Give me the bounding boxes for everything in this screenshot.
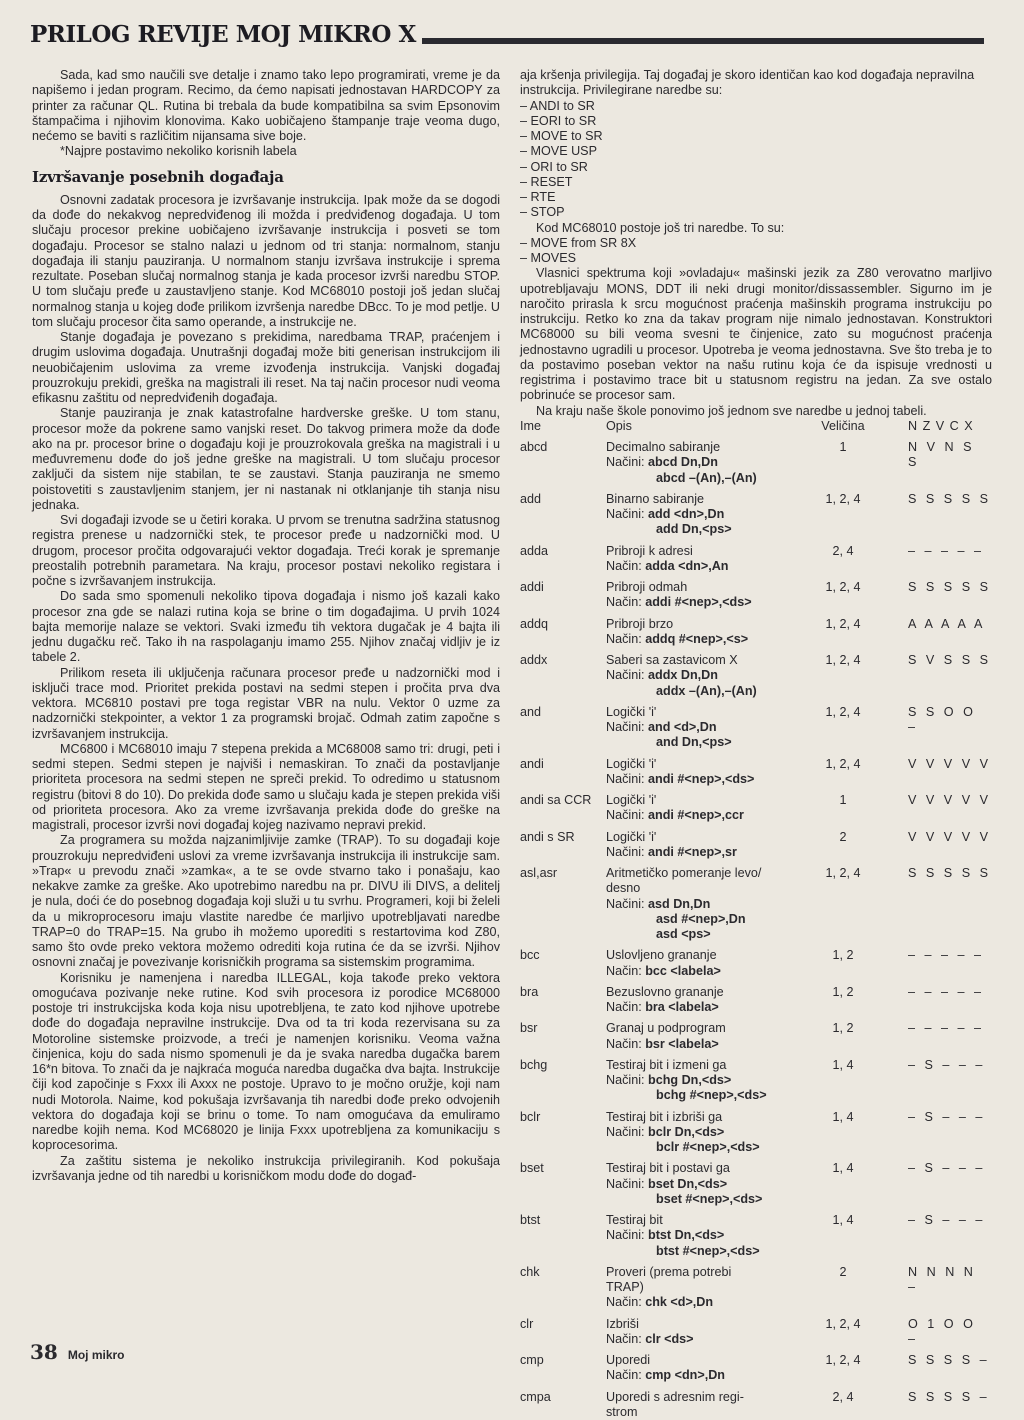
mode-syntax: bclr #<nep>,<ds> [656,1140,760,1154]
instruction-description [606,866,810,942]
mode-syntax: add <dn>,Dn [648,507,724,521]
addressing-mode [606,1088,810,1103]
mode-syntax: addq #<nep>,<s> [645,632,748,646]
instruction-name: andi sa CCR [520,793,606,824]
description-line: strom [606,1405,810,1420]
condition-flags: V V V V V [876,757,992,788]
instruction-name: add [520,492,606,538]
paragraph: Za programera su možda najzanimljivije zamke (TRAP). To su događaji koje prouzrokuju nepredviđeni uslovi za vreme izvršavanja instrukcija ili instrukcije sam. »Trap« u prevodu znači »zamka«, a te se ovde stvarno tako i ponašaju, kao nekakve zamke za greške. Ako upotrebimo naredbu na pr. DIVU ili DIVS, a delitelj je nula, doći će do posebnog događaja koji služi u tu svrhu. Programeri, koji bi želeli da u mikroprocesoru imaju vlastite naredbe će marljivo upotrebljavati naredbe TRAP=0 do TRAP=15. Na grubo ih možemo uporediti s restartovima kod Z80, samo što ovde preko vektora možemo odrediti koja rutina će da se izvrši. Njihov osnovni značaj je povezivanje korisničkih programa sa sistemskim programima. [32,833,500,970]
description-line: Izbriši [606,1317,810,1332]
mode-syntax: bset Dn,<ds> [648,1177,727,1191]
description-line: Saberi sa zastavicom X [606,653,810,668]
addressing-mode [606,684,810,699]
description-line: Uporedi [606,1353,810,1368]
left-column [32,68,500,1184]
instruction-name: cmp [520,1353,606,1384]
list-item: – EORI to SR [520,114,992,129]
addressing-mode [606,1228,810,1243]
instruction-name: abcd [520,440,606,486]
addressing-mode [606,927,810,942]
description-line: Uslovljeno grananje [606,948,810,963]
addressing-mode [606,522,810,537]
modes-label: Načini: [606,455,645,469]
modes-label: Načini: [606,808,645,822]
addressing-mode [606,735,810,750]
list-item: – MOVES [520,251,992,266]
paragraph: Kod MC68010 postoje još tri naredbe. To su: [520,221,992,236]
instruction-size: 1, 2, 4 [810,1317,876,1348]
modes-label: Načini: [606,845,645,859]
mode-syntax: abcd Dn,Dn [648,455,718,469]
modes-label: Načini: [606,720,645,734]
condition-flags: – – – – – [876,948,992,979]
condition-flags: – S – – – [876,1213,992,1259]
instruction-size: 2 [810,1265,876,1311]
modes-label: Načini: [606,1177,645,1191]
description-line: Granaj u podprogram [606,1021,810,1036]
description-line: TRAP) [606,1280,810,1295]
instruction-size: 1, 2, 4 [810,580,876,611]
description-line: Logički 'i' [606,705,810,720]
instruction-size: 2, 4 [810,1390,876,1420]
addressing-mode [606,595,810,610]
list-item: – MOVE from SR 8X [520,236,992,251]
magazine-name: Moj mikro [68,1348,125,1362]
mode-syntax: cmp <dn>,Dn [645,1368,725,1382]
mode-syntax: adda <dn>,An [645,559,728,573]
description-line: Testiraj bit i izmeni ga [606,1058,810,1073]
paragraph: Korisniku je namenjena i naredba ILLEGAL, koja takođe preko vektora omogućava pozivanje neke rutine. Kod svih procesora iz porodice MC68000 postoje tri instrukcijska koda koja nisu upotrebljena, te zato kod njihove upotrebe dođe do događaja nepravilne instrukcije. Dva od ta tri koda rezervisana su za Motoroline sistemske proizvode, a treći je namenjen korisniku. Veoma važna činjenica, koju do sada nismo spomenuli je da je svaka naredba dugačka barem 16*n bitova. To znači da je najkraća moguća naredba dugačka dva bajta. Instrukcije čiji kod započinje s Fxxx ili Axxx ne postoje. Upravo to je močno oružje, koji nam nudi Motorola. Naime, kod pokušaja izvršavanja tih naredbi dođe preko odvojenih vektora do događaja koji se brinu o tome. To nam omogućava da emuliramo naredbe kojih nema. Kod MC68020 je linija Fxxx upotrebljena za komunikaciju s koprocesorima. [32,971,500,1154]
mode-syntax: bchg #<nep>,<ds> [656,1088,767,1102]
instruction-size: 1, 4 [810,1213,876,1259]
mode-syntax: andi #<nep>,sr [648,845,737,859]
condition-flags: O 1 O O – [876,1317,992,1348]
instruction-name: chk [520,1265,606,1311]
instruction-size: 1 [810,793,876,824]
modes-label: Načini: [606,1125,645,1139]
right-column [520,68,992,1420]
page-number: 38 [30,1340,58,1364]
description-line: Testiraj bit i postavi ga [606,1161,810,1176]
modes-label: Način: [606,1332,642,1346]
instruction-name: btst [520,1213,606,1259]
instruction-description [606,1161,810,1207]
header-rule [422,38,984,44]
description-line: desno [606,881,810,896]
paragraph: Stanje pauziranja je znak katastrofalne hardverske greške. U tom stanu, procesor može da pokrene samo vanjski reset. Do takvog primera može da dođe ako na pr. procesor brine o događaju koji je prouzrokovala greška na magistrali i u međuvremenu dođe do još jedne greške na magistrali. U tom slučaju procesor zaključi da sistem nije stabilan, te se zaustavi. Stanja pauziranja ne smemo poistovetiti s zaustavljenim stanjem, jer ni nastanak ni otklanjanje tih stanja nisu jednaka. [32,406,500,513]
instruction-size: 1, 4 [810,1161,876,1207]
instruction-size: 1, 4 [810,1110,876,1156]
addressing-mode [606,1037,810,1052]
instruction-name: bsr [520,1021,606,1052]
mode-syntax: chk <d>,Dn [645,1295,713,1309]
description-line: Proveri (prema potrebi [606,1265,810,1280]
condition-flags: – – – – – [876,544,992,575]
condition-flags: V V V V V [876,830,992,861]
privileged-instructions-list [520,99,992,221]
instruction-description [606,830,810,861]
addressing-mode [606,912,810,927]
condition-flags: N N N N – [876,1265,992,1311]
instruction-size: 1, 2, 4 [810,1353,876,1384]
paragraph: Za zaštitu sistema je nekoliko instrukcija privilegiranih. Kod pokušaja izvršavanja jedne od tih naredbi u korisničkom modu dođe do događ- [32,1154,500,1185]
instruction-description [606,617,810,648]
instruction-size: 2 [810,830,876,861]
description-line: Testiraj bit i izbriši ga [606,1110,810,1125]
mode-syntax: addx –(An),–(An) [656,684,757,698]
instruction-name: bclr [520,1110,606,1156]
condition-flags: S S S S – [876,1353,992,1384]
instruction-description [606,948,810,979]
mode-syntax: clr <ds> [645,1332,693,1346]
addressing-mode [606,1295,810,1310]
section-heading: Izvršavanje posebnih događaja [32,170,500,185]
instruction-name: andi [520,757,606,788]
instruction-table [520,419,992,1420]
instruction-size: 1, 2 [810,948,876,979]
instruction-description [606,1058,810,1104]
condition-flags: – S – – – [876,1161,992,1207]
mode-syntax: asd Dn,Dn [648,897,710,911]
paragraph: Do sada smo spomenuli nekoliko tipova događaja i nismo još kazali kako procesor zna gde se nalazi rutina koja se brine o tim događajima. U prvih 1024 bajta memorije nalaze se vektori. Svaki između tih vektora dugačak je 4 bajta ili jednu dugačku reč. Tako ih na raspolaganju imamo 255. Njihov značaj vidljiv je iz tabele 2. [32,589,500,665]
mode-syntax: addx Dn,Dn [648,668,718,682]
instruction-name: adda [520,544,606,575]
modes-label: Način: [606,1037,642,1051]
description-line: Pribroji k adresi [606,544,810,559]
description-line: Uporedi s adresnim regi- [606,1390,810,1405]
instruction-description [606,492,810,538]
table-header-flags: N Z V C X [876,419,992,434]
addressing-mode [606,507,810,522]
addressing-mode [606,1244,810,1259]
code-note: *Najpre postavimo nekoliko korisnih labela [32,144,500,159]
instruction-name: asl,asr [520,866,606,942]
addressing-mode [606,772,810,787]
mode-syntax: addi #<nep>,<ds> [645,595,751,609]
condition-flags: – – – – – [876,985,992,1016]
mc68010-instructions-list [520,236,992,267]
instruction-name: addx [520,653,606,699]
modes-label: Način: [606,632,642,646]
condition-flags: S S O O – [876,705,992,751]
paragraph: Osnovni zadatak procesora je izvršavanje instrukcija. Ipak može da se dogodi da dođe do nekakvog nepredviđenog ili možda i predviđenog događaja. U tom slučaju procesor prekine uobičajeno izvršavanje instrukcija i posveti se tom događaju. Procesor se stalno nalazi u jednom od tri stanja: normalnom, stanju događaja ili stanju pauziranja. U normalnom stanju izvršava instrukcije i sprema rezultate. Poseban slučaj normalnog stanja je kada procesor izvrši naredbu STOP. U tom slučaju pređe u zaustavljeno stanje. Kod MC68010 postoji još jedan slučaj normalnog stanja u kojeg dođe prilikom izvršenja naredbe DBcc. To je mod petlje. U tom slučaju procesor čita samo operande, a instrukcije ne. [32,193,500,330]
description-line: Testiraj bit [606,1213,810,1228]
addressing-mode [606,808,810,823]
paragraph: Stanje događaja je povezano s prekidima, naredbama TRAP, praćenjem i drugim uslovima događaja. Unutrašnji događaj može biti generisan instrukcijom ili neuobičajenim uslovima za vreme izvođenja instrukcija. Vanjski događaj prouzrokuju prekidi, greška na magistrali ili reset. Na taj način procesor nudi veoma efikasnu zaštitu od nepredviđenih događaja. [32,330,500,406]
condition-flags: – S – – – [876,1058,992,1104]
addressing-mode [606,1368,810,1383]
mode-syntax: and Dn,<ps> [656,735,732,749]
condition-flags: S S S S S [876,492,992,538]
paragraph: MC6800 i MC68010 imaju 7 stepena prekida a MC68008 samo tri: drugi, peti i sedmi stepen. Sedmi stepen je najviši i nemaskiran. To znači da postavljanje prioriteta procesora na sedmi stepen ne spreči prekid. To odredimo u statusnom registru (bitovi 8 do 10). Do prekida dođe samo u slučaju kada je stepen prekida viši od prioriteta procesora. Ako za vreme izvršavanja prekida dođe do greške na magistrali, procesor izvrši novi događaj kojeg nazivamo nepravi prekid. [32,742,500,834]
modes-label: Načini: [606,1228,645,1242]
addressing-mode [606,964,810,979]
modes-label: Način: [606,1368,642,1382]
instruction-description [606,1213,810,1259]
instruction-size: 1, 2, 4 [810,653,876,699]
mode-syntax: bsr <labela> [645,1037,719,1051]
addressing-mode [606,1192,810,1207]
instruction-size: 1 [810,440,876,486]
modes-label: Načini: [606,507,645,521]
paragraph: Na kraju naše škole ponovimo još jednom sve naredbe u jednoj tabeli. [520,404,992,419]
instruction-size: 1, 2 [810,985,876,1016]
mode-syntax: bclr Dn,<ds> [648,1125,724,1139]
header-title: PRILOG REVIJE MOJ MIKRO X [30,23,416,46]
modes-label: Načini: [606,668,645,682]
description-line: Bezuslovno grananje [606,985,810,1000]
addressing-mode [606,1073,810,1088]
instruction-name: clr [520,1317,606,1348]
addressing-mode [606,632,810,647]
description-line: Logički 'i' [606,793,810,808]
instruction-size: 2, 4 [810,544,876,575]
instruction-size: 1, 2, 4 [810,757,876,788]
table-header-size: Veličina [810,419,876,434]
mode-syntax: bra <labela> [645,1000,719,1014]
paragraph: Prilikom reseta ili uključenja računara procesor pređe u nadzornički mod i isključi trace mod. Prioritet prekida postavi na sedmi stepen i pročita prva dva vektora. MC6810 postavi pre toga registar VBR na nulu. Vektor 0 uzme za nadzornički stekpointer, a vektor 1 za programski brojač. Odmah zatim započne s izvršavanjem instrukcija. [32,666,500,742]
instruction-size: 1, 2 [810,1021,876,1052]
instruction-size: 1, 2, 4 [810,705,876,751]
instruction-name: bra [520,985,606,1016]
mode-syntax: asd #<nep>,Dn [656,912,746,926]
page-footer [30,1340,125,1364]
modes-label: Način: [606,559,642,573]
instruction-description [606,440,810,486]
paragraph: Svi događaji izvode se u četiri koraka. U prvom se trenutna sadržina statusnog registra prenese u nadzornički stek, te procesor pređe u nadzornički mod. U drugom, procesor pročita odgovarajući vektor događaja. Treći korak je spremanje preostalih potrebnih parametara. Na kraju, procesor postavi nekoliko registara i počne s izvršavanjem instrukcija. [32,513,500,589]
description-line: Logički 'i' [606,830,810,845]
mode-syntax: bchg Dn,<ds> [648,1073,731,1087]
list-item: – ANDI to SR [520,99,992,114]
paragraph: aja kršenja privilegija. Taj događaj je skoro identičan kao kod događaja nepravilna instrukcija. Privilegirane naredbe su: [520,68,992,99]
instruction-description [606,985,810,1016]
mode-syntax: and <d>,Dn [648,720,717,734]
instruction-name: addi [520,580,606,611]
condition-flags: – – – – – [876,1021,992,1052]
list-item: – STOP [520,205,992,220]
addressing-mode [606,1140,810,1155]
description-line: Pribroji brzo [606,617,810,632]
instruction-description [606,653,810,699]
instruction-size: 1, 2, 4 [810,617,876,648]
addressing-mode [606,559,810,574]
condition-flags: S S S S S [876,580,992,611]
mode-syntax: bcc <labela> [645,964,721,978]
instruction-description [606,1317,810,1348]
list-item: – MOVE to SR [520,129,992,144]
modes-label: Načini: [606,897,645,911]
description-line: Aritmetičko pomeranje levo/ [606,866,810,881]
mode-syntax: btst Dn,<ds> [648,1228,724,1242]
modes-label: Način: [606,964,642,978]
instruction-size: 1, 2, 4 [810,866,876,942]
instruction-name: bcc [520,948,606,979]
description-line: Pribroji odmah [606,580,810,595]
instruction-description [606,1265,810,1311]
addressing-mode [606,1332,810,1347]
addressing-mode [606,845,810,860]
mode-syntax: add Dn,<ps> [656,522,732,536]
list-item: – RTE [520,190,992,205]
paragraph: Sada, kad smo naučili sve detalje i znamo tako lepo programirati, vreme je da napišemo i jedan program. Recimo, da ćemo napisati jednostavan HARDCOPY za printer za računar QL. Rutina bi trebala da bude kompatibilna sa svim Epsonovim štampačima i njihovim klonovima. Kako uobičajeno štampanje traje veoma dugo, nećemo se baviti s različitim nijansama sive boje. [32,68,500,144]
instruction-name: and [520,705,606,751]
condition-flags: S V S S S [876,653,992,699]
addressing-mode [606,1125,810,1140]
condition-flags: N V N S S [876,440,992,486]
instruction-name: bchg [520,1058,606,1104]
condition-flags: S S S S S [876,866,992,942]
mode-syntax: asd <ps> [656,927,711,941]
instruction-size: 1, 2, 4 [810,492,876,538]
condition-flags: A A A A A [876,617,992,648]
instruction-description [606,544,810,575]
list-item: – ORI to SR [520,160,992,175]
instruction-description [606,705,810,751]
description-line: Logički 'i' [606,757,810,772]
list-item: – MOVE USP [520,144,992,159]
addressing-mode [606,897,810,912]
addressing-mode [606,471,810,486]
mode-syntax: bset #<nep>,<ds> [656,1192,762,1206]
instruction-name: cmpa [520,1390,606,1420]
addressing-mode [606,1000,810,1015]
description-line: Binarno sabiranje [606,492,810,507]
instruction-description [606,1021,810,1052]
instruction-description [606,1390,810,1420]
instruction-name: bset [520,1161,606,1207]
modes-label: Načini: [606,1073,645,1087]
paragraph: Vlasnici spektruma koji »ovladaju« mašinski jezik za Z80 verovatno marljivo upotrebljavaju MONS, DDT ili neki drugi monitor/dissassembler. Sigurno im je naročito prirasla k srcu mogućnost praćenja mašinskih programa instrukciju po instrukciju. Retko ko zna da takav program nije nimalo jednostavan. Konstruktori MC68000 su bili veoma svesni te činjenice, zato su mogućnost praćenja jednostavno ugradili u procesor. Upotreba je veoma jednostavna. Sve što treba je to da postavimo poseban vektor na našu rutinu koja će da ispisuje vrednosti u registrima i postavimo trace bit u statusnom registru na jedan. Za sve ostalo pobrinuće se procesor sam. [520,266,992,403]
instruction-name: andi s SR [520,830,606,861]
mode-syntax: andi #<nep>,ccr [648,808,744,822]
mode-syntax: btst #<nep>,<ds> [656,1244,760,1258]
instruction-description [606,580,810,611]
modes-label: Način: [606,1000,642,1014]
mode-syntax: andi #<nep>,<ds> [648,772,754,786]
page-header [30,16,984,46]
condition-flags: – S – – – [876,1110,992,1156]
instruction-name: addq [520,617,606,648]
table-header-description: Opis [606,419,810,434]
addressing-mode [606,1177,810,1192]
modes-label: Načini: [606,772,645,786]
condition-flags: V V V V V [876,793,992,824]
mode-syntax: abcd –(An),–(An) [656,471,757,485]
modes-label: Način: [606,595,642,609]
instruction-description [606,793,810,824]
modes-label: Način: [606,1295,642,1309]
condition-flags: S S S S – [876,1390,992,1420]
description-line: Decimalno sabiranje [606,440,810,455]
instruction-description [606,1110,810,1156]
list-item: – RESET [520,175,992,190]
instruction-description [606,757,810,788]
instruction-description [606,1353,810,1384]
table-header-name: Ime [520,419,606,434]
addressing-mode [606,668,810,683]
instruction-size: 1, 4 [810,1058,876,1104]
addressing-mode [606,720,810,735]
addressing-mode [606,455,810,470]
